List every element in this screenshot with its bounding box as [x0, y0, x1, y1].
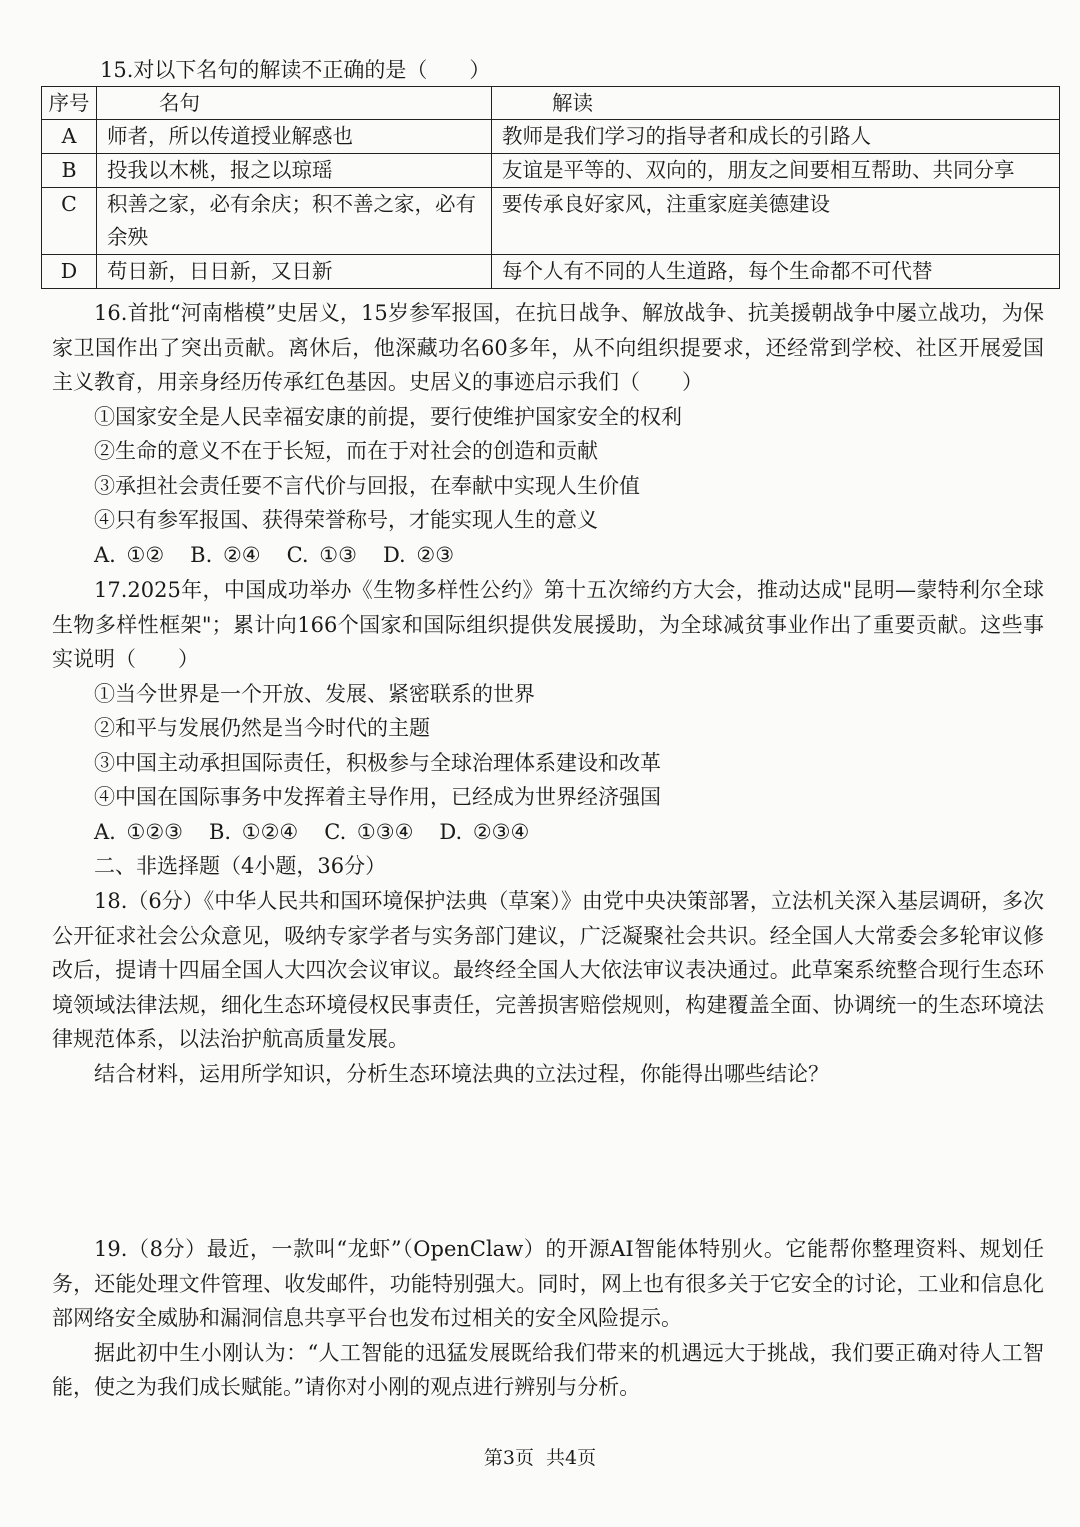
q15-table — [41, 86, 1060, 289]
table-row — [42, 188, 1060, 255]
q16-choices — [52, 538, 1044, 573]
q19-question: 据此初中生小刚认为：“人工智能的迅猛发展既给我们带来的机遇远大于挑战，我们要正确对待人工智能，使之为我们成长赋能。”请你对小刚的观点进行辨别与分析。 — [52, 1340, 1044, 1399]
choice-d: D. ②③ — [382, 542, 455, 567]
table-row — [42, 120, 1060, 154]
q18-block — [52, 884, 1044, 1091]
row-interp: 教师是我们学习的指导者和成长的引路人 — [492, 120, 1060, 154]
row-no: C — [42, 188, 97, 255]
q16-option: ③承担社会责任要不言代价与回报，在奉献中实现人生价值 — [94, 473, 640, 498]
q16-block — [52, 296, 1044, 572]
table-row — [42, 255, 1060, 289]
choice-d: D. ②③④ — [439, 819, 530, 844]
q16-option: ④只有参军报国、获得荣誉称号，才能实现人生的意义 — [94, 508, 598, 532]
q16-stem: 16.首批“河南楷模”史居义，15岁参军报国，在抗日战争、解放战争、抗美援朝战争中屡立战功，为保家卫国作出了突出贡献。离休后，他深藏功名60多年，从不向组织提要求，还经常到学校、社区开展爱国主义教育，用亲身经历传承红色基因。史居义的事迹启示我们（ ） — [52, 301, 1044, 394]
q19-block — [52, 1232, 1044, 1405]
row-quote: 投我以木桃，报之以琼瑶 — [97, 154, 492, 188]
q17-stem: 17.2025年，中国成功举办《生物多样性公约》第十五次缔约方大会，推动达成"昆明—蒙特利尔全球生物多样性框架"；累计向166个国家和国际组织提供发展援助，为全球减贫事业作出了重要贡献。这些事实说明（ ） — [52, 578, 1044, 671]
choice-a: A. ①② — [94, 542, 165, 567]
section-title: 二、非选择题（4小题，36分） — [94, 854, 387, 878]
row-quote: 苟日新，日日新，又日新 — [97, 255, 492, 289]
q17-option: ③中国主动承担国际责任，积极参与全球治理体系建设和改革 — [94, 750, 661, 775]
table-header-row — [42, 87, 1060, 120]
row-interp: 友谊是平等的、双向的，朋友之间要相互帮助、共同分享 — [492, 154, 1060, 188]
table-row — [42, 154, 1060, 188]
q18-stem: 18.（6分）《中华人民共和国环境保护法典（草案）》由党中央决策部署，立法机关深入基层调研，多次公开征求社会公众意见，吸纳专家学者与实务部门建议，广泛凝聚社会共识。经全国人大常委会多轮审议修改后，提请十四届全国人大四次会议审议。最终经全国人大依法审议表决通过。此草案系统整合现行生态环境领域法律法规，细化生态环境侵权民事责任，完善损害赔偿规则，构建覆盖全面、协调统一的生态环境法律规范体系，以法治护航高质量发展。 — [52, 889, 1044, 1051]
header-quote: 名句 — [97, 87, 492, 120]
q17-option: ②和平与发展仍然是当今时代的主题 — [94, 716, 430, 740]
row-no: A — [42, 120, 97, 154]
page-footer — [0, 1444, 1080, 1472]
row-interp: 要传承良好家风，注重家庭美德建设 — [492, 188, 1060, 255]
q16-option: ①国家安全是人民幸福安康的前提，要行使维护国家安全的权利 — [94, 404, 682, 429]
header-no: 序号 — [42, 87, 97, 120]
q15-title: 15.对以下名句的解读不正确的是（ ） — [100, 58, 491, 82]
q17-option: ④中国在国际事务中发挥着主导作用，已经成为世界经济强国 — [94, 785, 661, 809]
row-quote: 师者，所以传道授业解惑也 — [97, 120, 492, 154]
row-no: B — [42, 154, 97, 188]
q17-block — [52, 573, 1044, 884]
q18-question: 结合材料，运用所学知识，分析生态环境法典的立法过程，你能得出哪些结论？ — [94, 1061, 829, 1086]
row-no: D — [42, 255, 97, 289]
q19-stem: 19.（8分）最近，一款叫“龙虾”（OpenClaw）的开源AI智能体特别火。它能帮你整理资料、规划任务，还能处理文件管理、收发邮件，功能特别强大。同时，网上也有很多关于它安全的讨论，工业和信息化部网络安全威胁和漏洞信息共享平台也发布过相关的安全风险提示。 — [52, 1237, 1044, 1330]
choice-a: A. ①②③ — [94, 819, 183, 844]
q16-option: ②生命的意义不在于长短，而在于对社会的创造和贡献 — [94, 439, 598, 463]
row-interp: 每个人有不同的人生道路，每个生命都不可代替 — [492, 255, 1060, 289]
choice-c: C. ①③④ — [324, 819, 414, 844]
choice-b: B. ①②④ — [209, 819, 299, 844]
choice-c: C. ①③ — [286, 542, 357, 567]
header-interp: 解读 — [492, 87, 1060, 120]
page-number: 第3页 — [483, 1447, 534, 1469]
q17-option: ①当今世界是一个开放、发展、紧密联系的世界 — [94, 681, 535, 706]
page-total: 共4页 — [546, 1447, 597, 1469]
choice-b: B. ②④ — [190, 542, 261, 567]
q17-choices — [52, 815, 1044, 850]
row-quote: 积善之家，必有余庆；积不善之家，必有余殃 — [97, 188, 492, 255]
